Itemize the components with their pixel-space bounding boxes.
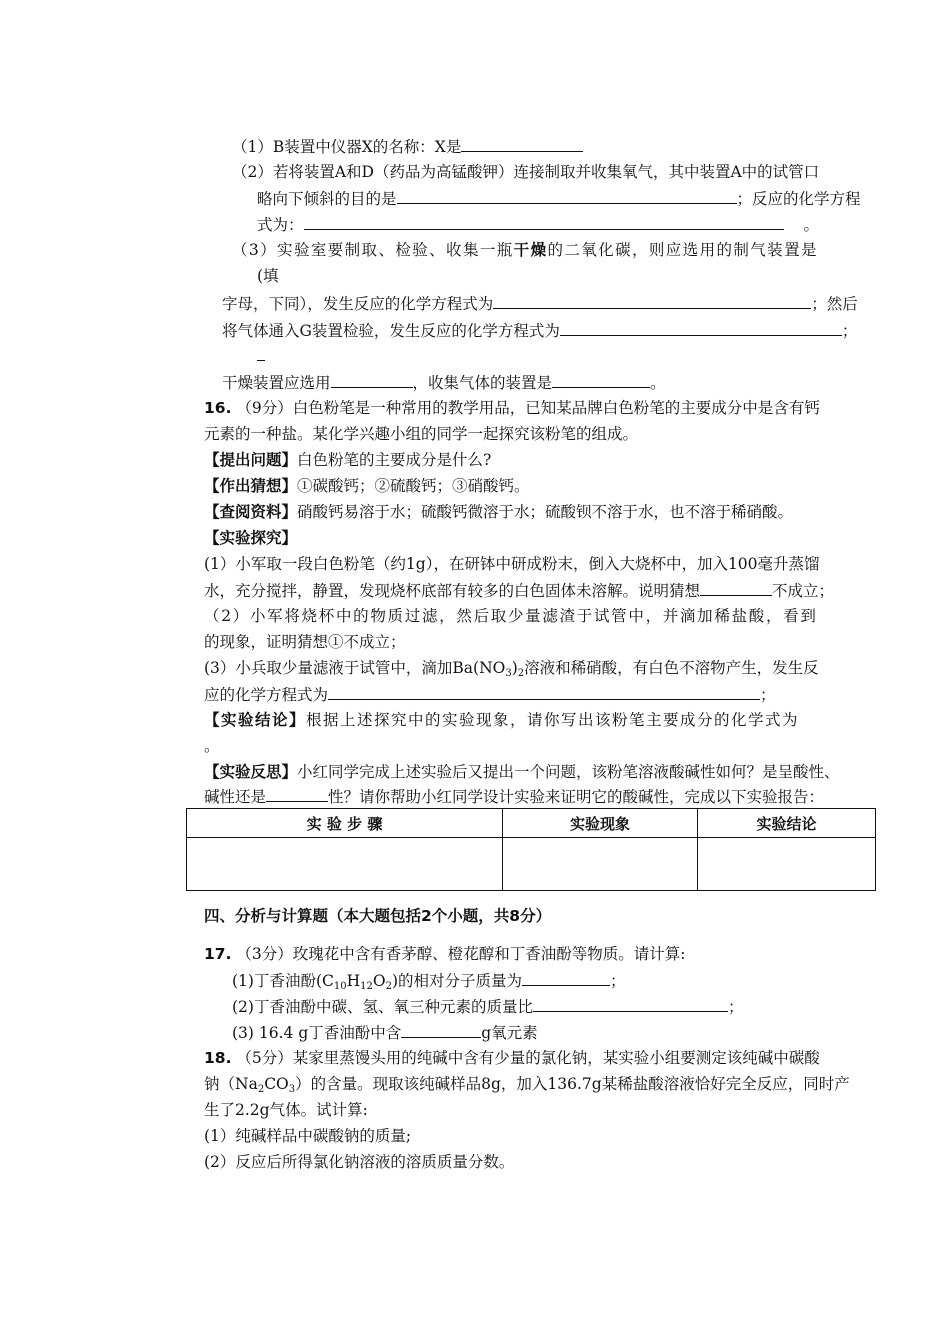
q17-intro (204, 944, 686, 964)
q18-number: 18. (204, 1049, 232, 1067)
q17-text: )的相对分子质量为 (391, 972, 523, 990)
q18-text: ）的含量。现取该纯碱样品8g，加入136.7g某稀盐酸溶液恰好完全反应，同时产 (295, 1075, 850, 1093)
q17-text: O (372, 972, 386, 990)
q18-text: CO (264, 1075, 289, 1093)
subscript: 10 (333, 981, 347, 992)
q16-tag: 【实验探究】 (204, 529, 298, 547)
q16-text: ①碳酸钙；②硫酸钙；③硝酸钙。 (297, 477, 530, 495)
table-header: 实验结论 (698, 809, 876, 838)
q15-part3-text: ； (841, 322, 858, 340)
table-header: 实 验 步 骤 (187, 809, 503, 838)
q15-part3-line3 (222, 293, 858, 314)
q15-part2-text: ；反应的化学方程 (736, 190, 861, 208)
q16-reflection-line1 (204, 762, 840, 782)
q17-text: ； (610, 972, 626, 990)
q15-part2-text: 式为： (257, 216, 304, 234)
q15-part1 (232, 136, 583, 157)
q16-tag: 【实验结论】 (204, 711, 307, 729)
q15-part2-line3 (257, 214, 819, 235)
q17-part3 (232, 1022, 538, 1043)
q16-text: ； (760, 686, 776, 704)
q15-part2-text: 。 (803, 216, 820, 234)
answer-blank[interactable] (328, 684, 760, 700)
q15-part3-line1 (232, 240, 818, 260)
q15-part2-text: 略向下倾斜的目的是 (257, 190, 397, 208)
q16-text: 碱性还是 (204, 788, 267, 806)
q18-line5: (2）反应后所得氯化钠溶液的溶质质量分数。 (204, 1153, 515, 1171)
q15-part1-text: （1）B装置中仪器X的名称：X是 (232, 138, 462, 156)
q16-intro-line2: 元素的一种盐。某化学兴趣小组的同学一起探究该粉笔的组成。 (204, 425, 639, 443)
q17-part1 (232, 970, 626, 997)
answer-blank[interactable] (304, 214, 784, 230)
subscript: 2 (517, 668, 525, 679)
q16-text: 白色粉笔的主要成分是什么? (297, 451, 492, 469)
q17-text: g氧元素 (481, 1024, 538, 1042)
answer-blank[interactable] (552, 372, 650, 388)
experiment-report-table (186, 808, 876, 891)
answer-blank[interactable] (700, 580, 772, 596)
q16-tag: 【提出问题】 (204, 451, 298, 469)
q16-problem (204, 450, 491, 470)
q16-hypothesis (204, 476, 530, 496)
stray-mark (257, 360, 265, 361)
q16-tag: 【查阅资料】 (204, 503, 298, 521)
q16-text: 小红同学完成上述实验后又提出一个问题，该粉笔溶液酸碱性如何？是呈酸性、 (297, 763, 840, 781)
q16-text: 硝酸钙易溶于水；硫酸钙微溶于水；硫酸钡不溶于水，也不溶于稀硝酸。 (297, 503, 794, 521)
answer-blank[interactable] (461, 136, 583, 152)
q16-references (204, 502, 793, 522)
q16-step2-line2: 的现象，证明猜想①不成立； (204, 633, 406, 651)
q15-part3-text: 将气体通入G装置检验，发生反应的化学方程式为 (222, 322, 560, 340)
table-cell[interactable] (187, 838, 503, 891)
table-header: 实验现象 (503, 809, 698, 838)
q15-part3-text: 字母，下同），发生反应的化学方程式为 (222, 295, 494, 313)
q16-experiment-heading (204, 528, 297, 548)
q18-line3: 生了2.2g气体。试计算: (204, 1101, 368, 1119)
q16-conclusion (204, 710, 799, 730)
q18-line4: (1）纯碱样品中碳酸钠的质量; (204, 1127, 412, 1145)
q15-part3-text: ；然后 (811, 295, 858, 313)
q17-text: (2)丁香油酚中碳、氢、氧三种元素的质量比 (232, 998, 533, 1016)
q16-intro: （9分）白色粉笔是一种常用的教学用品，已知某品牌白色粉笔的主要成分中是含有钙 (236, 399, 820, 417)
answer-blank[interactable] (397, 188, 737, 204)
q18-text: 钠（Na (204, 1075, 258, 1093)
q15-part3-text: 的二氧化碳，则应选用的制气装置是 (547, 241, 818, 259)
table-cell[interactable] (503, 838, 698, 891)
q16-step3-line2 (204, 684, 776, 705)
q16-text: 应的化学方程式为 (204, 686, 329, 704)
q16-text: 不成立； (772, 582, 835, 600)
section-title: 四、分析与计算题（本大题包括2个小题，共8分） (204, 907, 552, 925)
q15-part2-line1: （2）若将装置A和D（药品为高锰酸钾）连接制取并收集氧气，其中装置A中的试管口 (232, 163, 820, 181)
table-row (187, 838, 876, 891)
q17-part2 (232, 996, 743, 1017)
answer-blank[interactable] (533, 996, 728, 1012)
answer-blank[interactable] (331, 372, 413, 388)
q16-text: 根据上述探究中的实验现象，请你写出该粉笔主要成分的化学式为 (306, 711, 800, 729)
table-cell[interactable] (698, 838, 876, 891)
q15-part3-line2: (填 (257, 267, 279, 285)
subscript: 2 (385, 981, 392, 992)
q17-text: (1)丁香油酚(C (232, 972, 334, 990)
q15-part2-line2 (257, 188, 861, 209)
q16-tag: 【实验反思】 (204, 763, 298, 781)
q15-part3-line4 (222, 320, 857, 341)
q15-part3-text: 干燥装置应选用 (222, 374, 331, 392)
q15-part3-text: ，收集气体的装置是 (412, 374, 553, 392)
subscript: 12 (360, 981, 373, 992)
q16-step1-line2 (204, 580, 834, 601)
q16-step2-line1: （2）小军将烧杯中的物质过滤，然后取少量滤渣于试管中，并滴加稀盐酸，看到 (204, 607, 818, 625)
q15-part3-line6 (222, 372, 666, 393)
q17-text: H (346, 972, 361, 990)
q16-number: 16. (204, 399, 232, 417)
answer-blank[interactable] (522, 970, 610, 986)
q16-intro-line1 (204, 398, 820, 418)
q17-number: 17. (204, 945, 232, 963)
subscript: 3 (288, 1084, 296, 1095)
subscript: 2 (257, 1084, 265, 1095)
table-header-row (187, 809, 876, 838)
answer-blank[interactable] (560, 320, 842, 336)
q15-part3-bold: 干燥 (513, 241, 548, 259)
subscript: 3 (505, 668, 512, 679)
q16-conclusion-end: 。 (204, 737, 220, 755)
q16-text: 水，充分搅拌，静置，发现烧杯底部有较多的白色固体未溶解。说明猜想 (204, 582, 701, 600)
q17-text: ； (727, 998, 744, 1016)
q18-line1 (204, 1048, 820, 1068)
q18-line2 (204, 1074, 850, 1100)
q16-text: ) (511, 659, 518, 677)
q16-tag: 【作出猜想】 (204, 477, 298, 495)
q16-text: 溶液和稀硝酸，有白色不溶物产生，发生反 (524, 659, 819, 677)
q16-text: (3）小兵取少量滤液于试管中，滴加Ba(NO (204, 659, 506, 677)
answer-blank[interactable] (493, 293, 811, 309)
q16-step1-line1: (1）小军取一段白色粉笔（约1g），在研钵中研成粉末，倒入大烧杯中，加入100毫升蒸馏 (204, 555, 820, 573)
q16-text: 性？请你帮助小红同学设计实验来证明它的酸碱性，完成以下实验报告： (328, 788, 825, 806)
q15-part3-text: （3）实验室要制取、检验、收集一瓶 (232, 241, 514, 259)
q15-part3-text: 。 (650, 374, 666, 392)
answer-blank[interactable] (401, 1022, 481, 1038)
q18-text: （5分）某家里蒸馒头用的纯碱中含有少量的氯化钠，某实验小组要测定该纯碱中碳酸 (236, 1049, 820, 1067)
answer-blank[interactable] (266, 786, 328, 802)
q16-step3-line1 (204, 658, 819, 684)
q17-text: (3) 16.4 g丁香油酚中含 (232, 1024, 402, 1042)
q17-text: （3分）玫瑰花中含有香茅醇、橙花醇和丁香油酚等物质。请计算: (236, 945, 686, 963)
q16-reflection-line2 (204, 786, 824, 807)
